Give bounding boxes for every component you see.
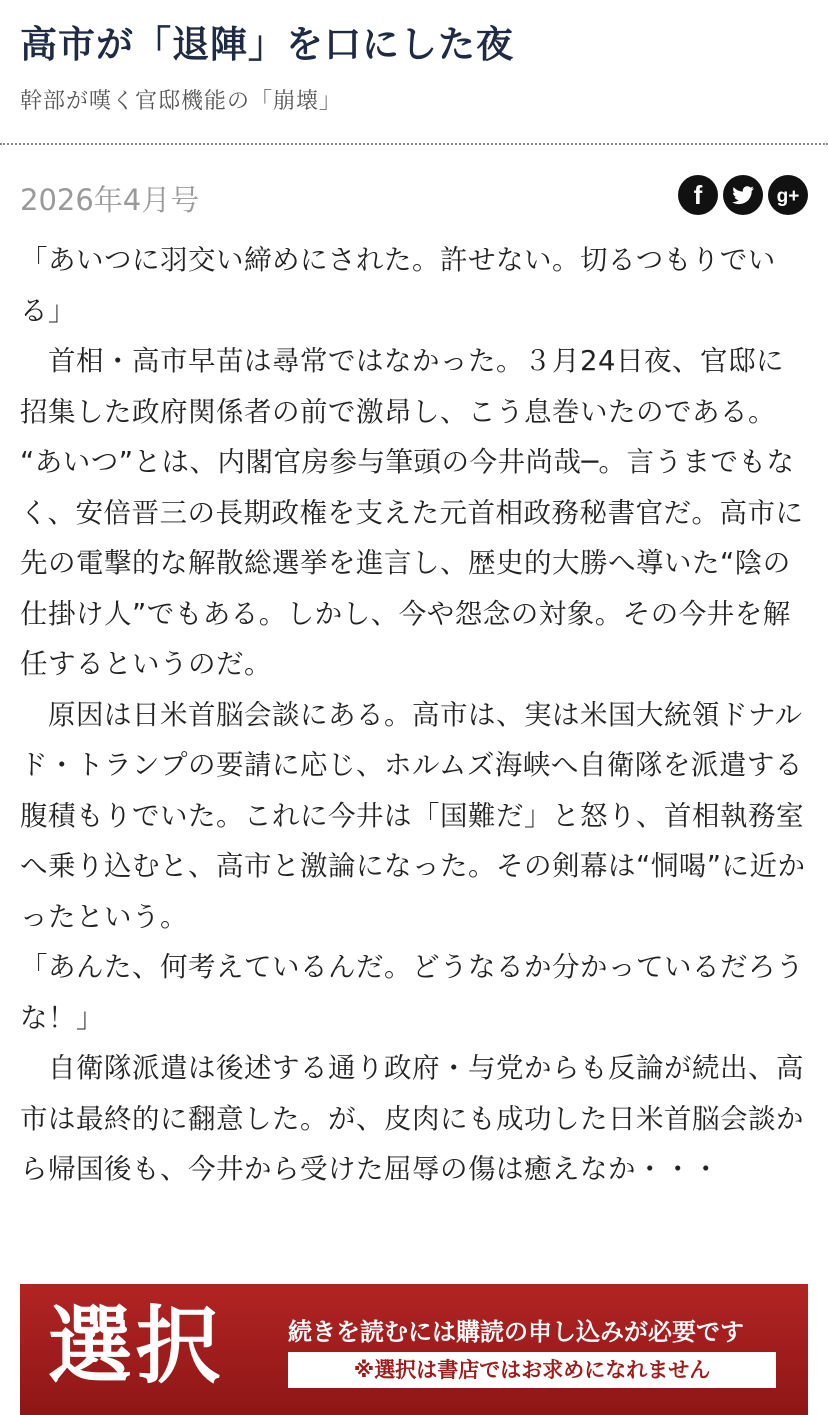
article-paragraph: 原因は日米首脳会談にある。高市は、実は米国大統領ドナルド・トランプの要請に応じ、ホルムズ海峡へ自衛隊を派遣する腹積もりでいた。これに今井は「国難だ」と怒り、首相執務室へ乗り込むと、高市と激論になった。その剣幕は“恫喝”に近かったという。 — [20, 698, 806, 933]
issue-date: 2026年4月号 — [20, 183, 200, 217]
sentaku-logo: 選択 — [48, 1296, 225, 1395]
article-title: 高市が「退陣」を口にした夜 — [20, 23, 514, 66]
article-body — [20, 235, 810, 1275]
article-paragraph: “あいつ”とは、内閣官房参与筆頭の今井尚哉─。言うまでもなく、安倍晋三の長期政権を支えた元首相政務秘書官だ。高市に先の電撃的な解散総選挙を進言し、歴史的大勝へ導いた“陰の仕掛け人”でもある。しかし、今や怨念の対象。その今井を解任するというのだ。 — [20, 446, 804, 680]
dotted-divider — [0, 143, 828, 145]
svg-text:g+: g+ — [776, 186, 800, 207]
article-paragraph: 首相・高市早苗は尋常ではなかった。３月24日夜、官邸に招集した政府関係者の前で激昂し、こう息巻いたのである。 — [20, 345, 784, 428]
twitter-icon — [730, 182, 756, 208]
svg-text:f: f — [693, 180, 703, 210]
facebook-share-button[interactable] — [678, 175, 718, 215]
article-paragraph: 自衛隊派遣は後述する通り政府・与党からも反論が続出、高市は最終的に翻意した。が、皮肉にも成功した日米首脳会談から帰国後も、今井から受けた屈辱の傷は癒えなか・・・ — [20, 1052, 804, 1185]
google-plus-share-button[interactable] — [768, 175, 808, 215]
bookstore-note: ※選択は書店ではお求めになれません — [288, 1352, 776, 1388]
subscribe-banner[interactable] — [20, 1284, 808, 1415]
article-paragraph: 「あいつに羽交い締めにされた。許せない。切るつもりでいる」 — [20, 244, 776, 327]
google-plus-icon — [768, 175, 808, 215]
article-subtitle: 幹部が嘆く官邸機能の「崩壊」 — [20, 89, 343, 114]
article-paragraph: 「あんた、何考えているんだ。どうなるか分かっているだろうな！」 — [20, 951, 804, 1034]
subscribe-message: 続きを読むには購読の申し込みが必要です — [288, 1318, 744, 1346]
facebook-icon — [678, 175, 718, 215]
article-header — [0, 0, 828, 146]
twitter-share-button[interactable] — [723, 175, 763, 215]
social-share-buttons — [678, 175, 808, 215]
